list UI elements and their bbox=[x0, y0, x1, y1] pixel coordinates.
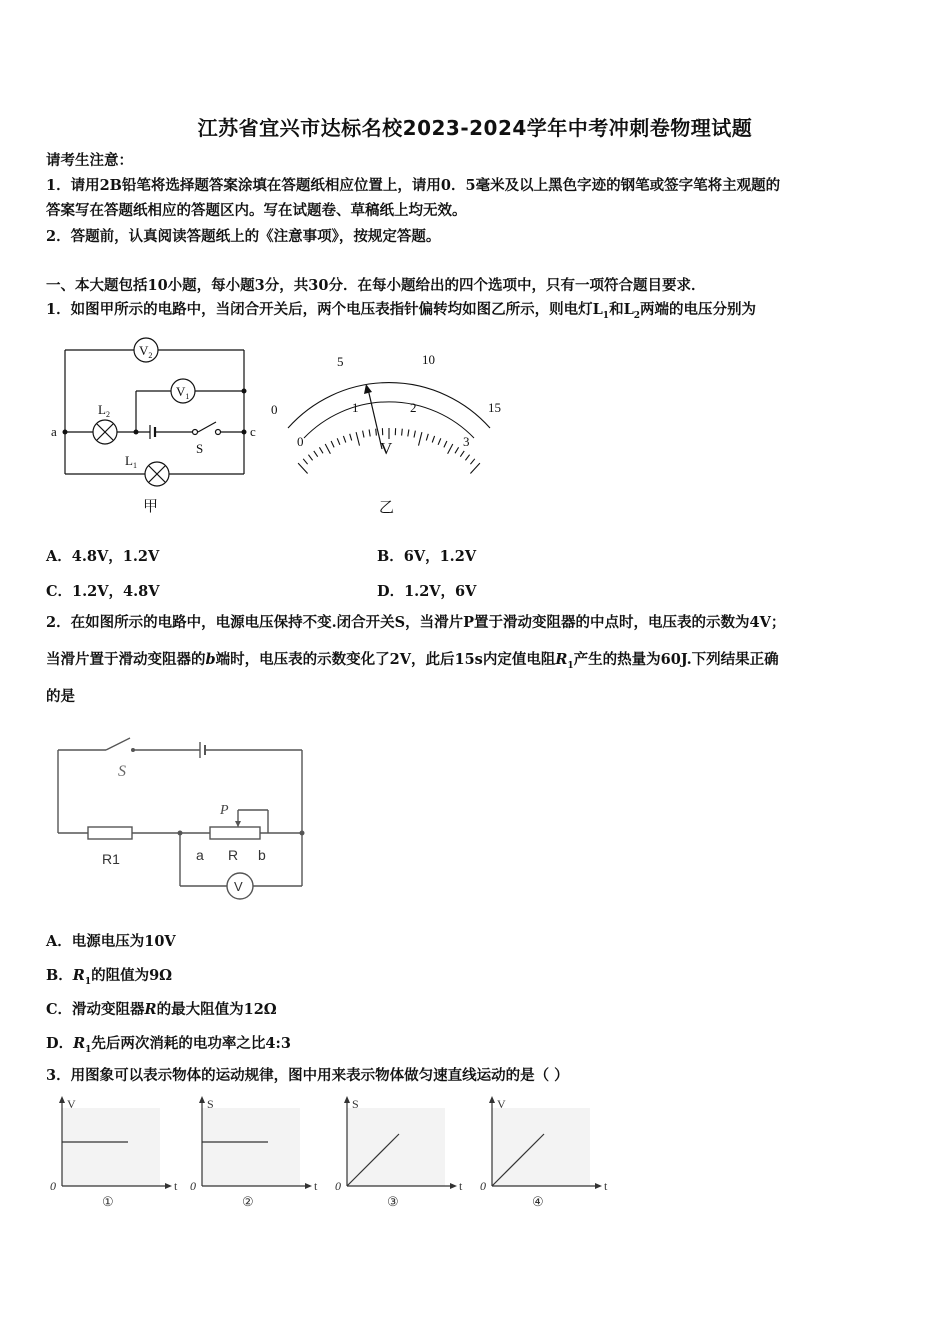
dial-tick bbox=[402, 429, 403, 436]
dial-tick bbox=[331, 441, 334, 447]
graph-origin-label: 0 bbox=[335, 1179, 341, 1193]
q2-option-d-post: 先后两次消耗的电功率之比4:3 bbox=[91, 1035, 291, 1052]
q2-voltmeter-label: V bbox=[234, 879, 243, 894]
graph-number-label: ② bbox=[242, 1194, 254, 1209]
graph-y-label: V bbox=[497, 1097, 506, 1111]
q2-b-label: b bbox=[258, 847, 266, 863]
q2-b: b bbox=[205, 651, 216, 668]
dial-tick bbox=[337, 438, 340, 445]
dial-tick bbox=[314, 451, 318, 457]
q2-option-c-r: R bbox=[144, 1001, 157, 1018]
dial-tick bbox=[376, 429, 377, 436]
dial-tick bbox=[465, 455, 469, 461]
q2-option-d-sub: 1 bbox=[85, 1044, 92, 1055]
dial-tick bbox=[432, 436, 434, 443]
dial-tick bbox=[369, 430, 370, 437]
graph-y-arrow bbox=[344, 1096, 350, 1103]
dial-tick bbox=[455, 447, 459, 453]
dial-tick bbox=[319, 447, 323, 453]
dial-tick bbox=[460, 451, 464, 457]
q2-option-b-sub: 1 bbox=[84, 976, 92, 987]
graph-number-label: ① bbox=[102, 1194, 114, 1209]
dial-tick bbox=[298, 463, 308, 473]
graph-background bbox=[347, 1108, 445, 1186]
q2-line2-mid: 端时，电压表的示数变化了2V，此后15s内定值电阻 bbox=[215, 651, 556, 668]
v1-label: $V_1$ bbox=[176, 384, 190, 401]
dial-tick bbox=[303, 459, 307, 464]
graph-x-label: t bbox=[314, 1179, 318, 1193]
q2-switch-s: S bbox=[118, 763, 126, 780]
q2-option-b-pre: B． bbox=[46, 967, 73, 984]
q2-option-b-r: R bbox=[72, 967, 85, 984]
dial-tick bbox=[470, 459, 474, 464]
q2-option-d-r: R bbox=[73, 1035, 86, 1052]
dial-tick bbox=[350, 434, 352, 441]
dial-top-5: 5 bbox=[337, 354, 344, 369]
q2-option-c-pre: C．滑动变阻器 bbox=[46, 1001, 145, 1018]
graph-y-arrow bbox=[489, 1096, 495, 1103]
q2-option-b-post: 的阻值为9Ω bbox=[91, 967, 173, 984]
graph-y-label: V bbox=[67, 1097, 76, 1111]
graph-background bbox=[492, 1108, 590, 1186]
dial-tick bbox=[408, 430, 409, 437]
dial-tick bbox=[444, 441, 447, 447]
graph-background bbox=[62, 1108, 160, 1186]
graph-x-label: t bbox=[174, 1179, 178, 1193]
graph-1 bbox=[50, 1096, 178, 1209]
q2-circuit-figure bbox=[50, 736, 312, 906]
graph-background bbox=[202, 1108, 300, 1186]
q1-l1-sub: 1 bbox=[602, 310, 610, 321]
q2-r1-label: R1 bbox=[102, 851, 120, 867]
fig-jia-caption: 甲 bbox=[143, 499, 159, 515]
dial-tick bbox=[448, 444, 453, 454]
graph-4 bbox=[480, 1096, 608, 1209]
q1-option-a[interactable]: A．4.8V，1.2V bbox=[46, 548, 160, 565]
q1-l2: L bbox=[623, 301, 634, 318]
q2-option-b[interactable] bbox=[46, 964, 172, 987]
graph-x-arrow bbox=[595, 1183, 602, 1189]
q1-stem-pre: 1．如图甲所示的电路中，当闭合开关后，两个电压表指针偏转均如图乙所示，则电灯 bbox=[46, 301, 593, 318]
node-a-label: a bbox=[51, 424, 57, 439]
graph-x-arrow bbox=[450, 1183, 457, 1189]
q2-stem-line2 bbox=[46, 650, 779, 676]
q1-stem bbox=[46, 300, 756, 326]
graph-y-arrow bbox=[59, 1096, 65, 1103]
q2-option-d[interactable] bbox=[46, 1032, 291, 1055]
q1-l1: L bbox=[592, 301, 603, 318]
graph-y-arrow bbox=[199, 1096, 205, 1103]
q2-option-d-pre: D． bbox=[46, 1035, 74, 1052]
q1-l2-sub: 2 bbox=[633, 310, 641, 321]
q1-and: 和 bbox=[609, 301, 624, 318]
l1-label: $L_1$ bbox=[125, 453, 137, 470]
switch-s-label: S bbox=[196, 441, 204, 456]
graph-x-arrow bbox=[305, 1183, 312, 1189]
dial-tick bbox=[426, 434, 428, 441]
q1-option-b[interactable]: B．6V，1.2V bbox=[377, 548, 477, 565]
q2-stem-line3: 的是 bbox=[46, 688, 75, 705]
notice-heading: 请考生注意： bbox=[46, 152, 133, 169]
q2-a-label: a bbox=[196, 847, 204, 863]
q2-line2-post: 产生的热量为60J.下列结果正确 bbox=[573, 651, 779, 668]
page-title: 江苏省宜兴市达标名校2023-2024学年中考冲刺卷物理试题 bbox=[197, 116, 753, 140]
notice-line1a: 1．请用2B铅笔将选择题答案涂填在答题纸相应位置上，请用0．5毫米及以上黑色字迹的钢笔或签字笔将主观题的 bbox=[46, 177, 781, 194]
q2-option-c-post: 的最大阻值为12Ω bbox=[156, 1001, 277, 1018]
graph-2 bbox=[190, 1096, 318, 1209]
notice-line2: 2．答题前，认真阅读答题纸上的《注意事项》，按规定答题。 bbox=[46, 228, 441, 245]
fig-yi-caption: 乙 bbox=[379, 500, 395, 516]
graph-y-label: S bbox=[352, 1097, 359, 1111]
graph-origin-label: 0 bbox=[190, 1179, 196, 1193]
graph-x-arrow bbox=[165, 1183, 172, 1189]
node-a-dot bbox=[63, 430, 68, 435]
dial-bottom-3: 3 bbox=[463, 434, 470, 449]
dial-tick bbox=[308, 455, 312, 461]
dial-top-0: 0 bbox=[271, 402, 278, 417]
dial-top-10: 10 bbox=[422, 352, 435, 367]
q2-option-a[interactable]: A．电源电压为10V bbox=[46, 933, 176, 950]
v2-label: $V_2$ bbox=[139, 343, 153, 360]
q2-r-sub: 1 bbox=[567, 660, 574, 671]
dial-tick bbox=[343, 436, 345, 443]
q2-r: R bbox=[555, 651, 568, 668]
q1-option-c[interactable]: C．1.2V，4.8V bbox=[46, 583, 160, 600]
graph-origin-label: 0 bbox=[480, 1179, 486, 1193]
q2-slider-p: P bbox=[220, 803, 229, 818]
q2-stem-line1: 2．在如图所示的电路中，电源电压保持不变.闭合开关S，当滑片P置于滑动变阻器的中点时，电压表的示数为4V； bbox=[46, 614, 786, 631]
graph-x-label: t bbox=[604, 1179, 608, 1193]
graph-x-label: t bbox=[459, 1179, 463, 1193]
graph-number-label: ④ bbox=[532, 1194, 544, 1209]
graph-origin-label: 0 bbox=[50, 1179, 56, 1193]
q1-option-d[interactable]: D．1.2V，6V bbox=[377, 583, 477, 600]
graph-3 bbox=[335, 1096, 463, 1209]
dial-top-15: 15 bbox=[488, 400, 501, 415]
dial-tick bbox=[356, 432, 359, 446]
q1-circuit-figure-jia bbox=[46, 336, 276, 518]
q1-stem-post: 两端的电压分别为 bbox=[640, 301, 757, 318]
dial-bottom-2: 2 bbox=[410, 400, 417, 415]
q3-stem: 3．用图象可以表示物体的运动规律，图中用来表示物体做匀速直线运动的是（ ） bbox=[46, 1067, 569, 1084]
l2-label: $L_2$ bbox=[98, 402, 110, 419]
dial-tick bbox=[325, 444, 330, 454]
dial-unit: V bbox=[380, 439, 393, 458]
q2-line2-pre: 当滑片置于滑动变阻器的 bbox=[46, 651, 206, 668]
q2-r-label: R bbox=[228, 847, 239, 863]
dial-tick bbox=[414, 431, 415, 438]
dial-tick bbox=[419, 432, 422, 446]
section-heading: 一、本大题包括10小题，每小题3分，共30分．在每小题给出的四个选项中，只有一项符合题目要求． bbox=[46, 277, 706, 294]
dial-bottom-0: 0 bbox=[297, 434, 304, 449]
node-c-label: c bbox=[250, 424, 256, 439]
dial-tick bbox=[363, 431, 364, 438]
graph-y-label: S bbox=[207, 1097, 214, 1111]
dial-bottom-1: 1 bbox=[352, 400, 359, 415]
q1-voltmeter-dial-yi bbox=[262, 346, 522, 522]
notice-line1b: 答案写在答题纸相应的答题区内。写在试题卷、草稿纸上均无效。 bbox=[46, 202, 467, 219]
dial-tick bbox=[470, 463, 480, 473]
graph-number-label: ③ bbox=[387, 1194, 399, 1209]
q3-graphs bbox=[40, 1094, 610, 1218]
q2-option-c[interactable] bbox=[46, 998, 277, 1019]
node-c-dot bbox=[242, 430, 247, 435]
dial-tick bbox=[438, 438, 441, 445]
